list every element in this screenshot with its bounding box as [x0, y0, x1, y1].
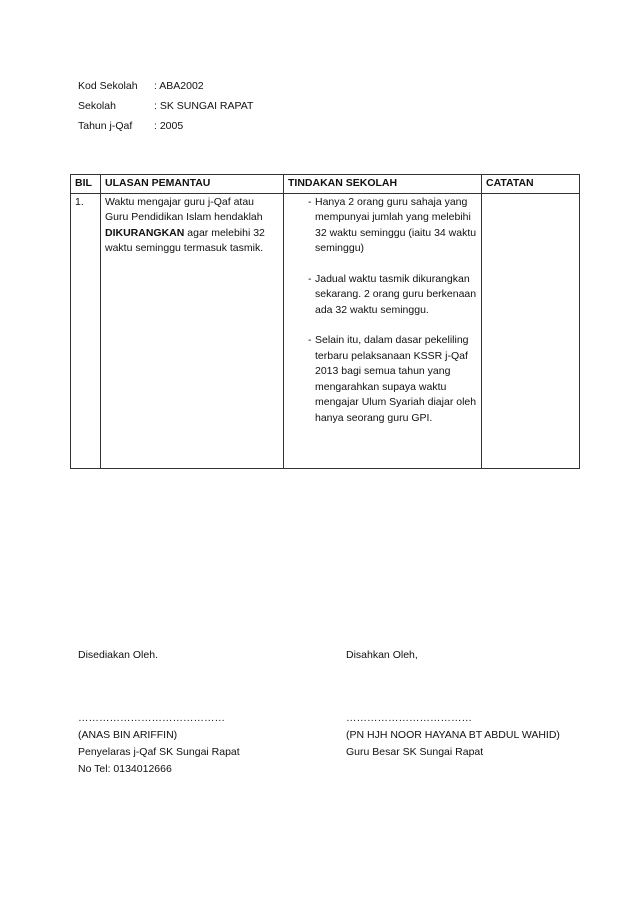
year-row: [78, 116, 253, 136]
school-code-value: : ABA2002: [154, 80, 204, 92]
bil-cell: 1.: [71, 193, 101, 468]
preparer-position: Penyelaras j-Qaf SK Sungai Rapat: [78, 746, 240, 758]
school-name-label: Sekolah: [78, 100, 116, 112]
action-text: Selain itu, dalam dasar pekeliling terbaru pelaksanaan KSSR j-Qaf 2013 bagi semua tahun yang mengarahkan supaya waktu mengajar Ulum Syariah diajar oleh hanya seorang guru GPI.: [315, 334, 477, 424]
ulasan-cell: [101, 193, 284, 468]
ulasan-bold-word: DIKURANGKAN: [105, 226, 185, 239]
action-item: [288, 272, 477, 319]
approved-by-heading: Disahkan Oleh,: [346, 649, 418, 661]
action-item: [288, 195, 477, 257]
bullet-dash: -: [308, 334, 312, 346]
preparer-phone: No Tel: 0134012666: [78, 763, 172, 775]
school-name-row: [78, 96, 253, 116]
prepared-by-heading: Disediakan Oleh.: [78, 649, 158, 661]
action-text: Jadual waktu tasmik dikurangkan sekarang. 2 orang guru berkenaan ada 32 waktu seminggu.: [315, 272, 477, 316]
bullet-dash: -: [308, 272, 312, 285]
table-header-row: [71, 175, 580, 194]
year-value: : 2005: [154, 120, 184, 132]
signature-line: ………………………………: [346, 712, 472, 724]
tindakan-cell: [284, 193, 482, 468]
table-row: [71, 193, 580, 468]
ulasan-text-after: agar melebihi 32 waktu seminggu termasuk tasmik.: [105, 226, 265, 254]
header-tindakan: TINDAKAN SEKOLAH: [284, 175, 482, 194]
approver-name: (PN HJH NOOR HAYANA BT ABDUL WAHID): [346, 729, 560, 741]
school-code-row: [78, 76, 253, 96]
action-item: [288, 333, 477, 426]
prepared-by-block: [78, 647, 240, 778]
review-table: [70, 174, 580, 469]
catatan-cell: [482, 193, 580, 468]
school-info: [78, 76, 253, 136]
header-ulasan: ULASAN PEMANTAU: [101, 175, 284, 194]
preparer-name: (ANAS BIN ARIFFIN): [78, 729, 178, 741]
school-code-label: Kod Sekolah: [78, 80, 138, 92]
action-text: Hanya 2 orang guru sahaja yang mempunyai jumlah yang melebihi 32 waktu seminggu (iaitu 34 waktu seminggu): [315, 195, 477, 254]
school-name-value: : SK SUNGAI RAPAT: [154, 100, 254, 112]
header-catatan: CATATAN: [482, 175, 580, 194]
year-label: Tahun j-Qaf: [78, 120, 133, 132]
bullet-dash: -: [308, 195, 312, 208]
approver-position: Guru Besar SK Sungai Rapat: [346, 746, 484, 758]
header-bil: BIL: [71, 175, 101, 194]
ulasan-text-before: Waktu mengajar guru j-Qaf atau Guru Pendidikan Islam hendaklah: [105, 195, 263, 223]
signature-line: ……………………………………: [78, 712, 225, 724]
approved-by-block: [346, 647, 560, 761]
